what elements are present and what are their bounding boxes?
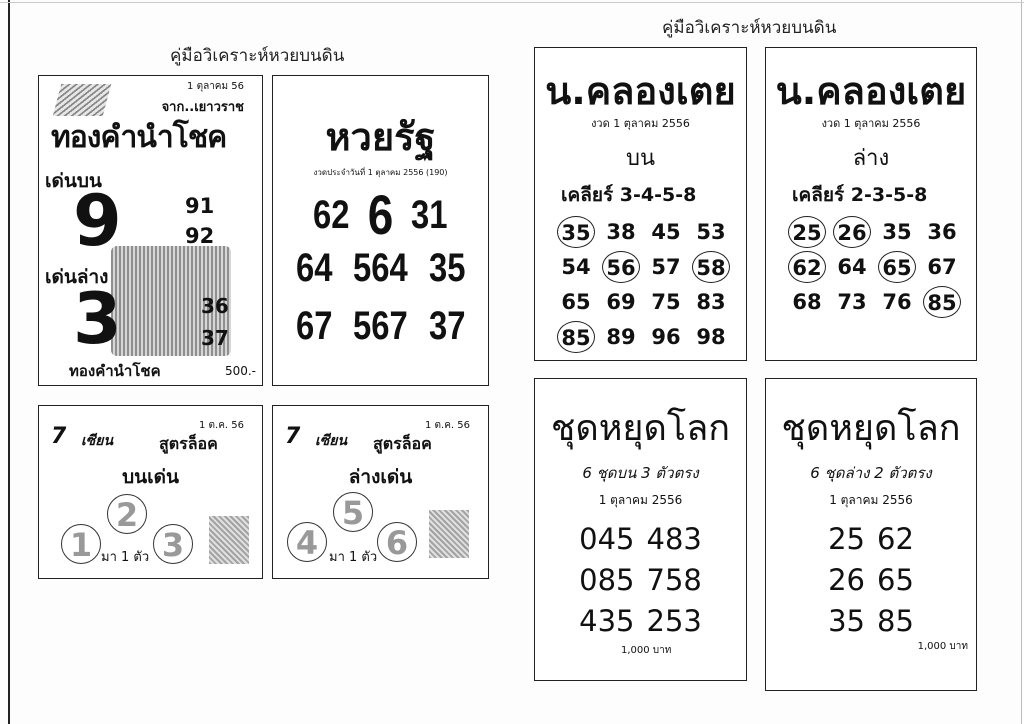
- yut-lok-top-card: [534, 378, 747, 681]
- number-cell: 045: [579, 522, 635, 556]
- card-title: ชุดหยุดโลก: [781, 408, 961, 449]
- page-header-left: คู่มือวิเคราะห์หวยบนดิน: [170, 46, 345, 66]
- number-cell: 35: [828, 604, 865, 638]
- number-cell: 53: [696, 220, 726, 244]
- bottom-digit: 3: [73, 278, 122, 360]
- book-illustration: [53, 84, 112, 116]
- yut-lok-bottom-card: [765, 378, 977, 691]
- logo-digit: 7: [285, 424, 301, 449]
- card-title: น.คลองเตย: [775, 69, 967, 113]
- bottom-label: เด่นล่าง: [45, 266, 109, 288]
- clear-digits: เคลียร์ 3-4-5-8: [561, 184, 697, 206]
- number-cell: 75: [651, 290, 681, 314]
- card-date: งวด 1 ตุลาคม 2556: [591, 117, 690, 130]
- number-cell: 85: [923, 286, 961, 318]
- fortune-teller-image: [429, 510, 469, 558]
- card-title: น.คลองเตย: [545, 69, 736, 113]
- number-row: [535, 519, 746, 560]
- number-row: [535, 560, 746, 601]
- number-cell: 38: [606, 220, 636, 244]
- number-cell: 6: [367, 183, 394, 246]
- card-subtitle: งวดประจำวันที่ 1 ตุลาคม 2556 (190): [313, 168, 448, 177]
- number-cell: 25: [828, 522, 865, 556]
- page-header-right: คู่มือวิเคราะห์หวยบนดิน: [662, 18, 837, 38]
- number-cell: 564: [353, 246, 408, 290]
- number-cell: 54: [561, 255, 591, 279]
- number-row: [766, 560, 976, 601]
- number-cell: 435: [579, 604, 635, 638]
- card-date: 1 ตุลาคม 56: [187, 81, 244, 92]
- number-cell: 83: [696, 290, 726, 314]
- top-digit: 9: [73, 180, 122, 262]
- card-title: ชุดหยุดโลก: [550, 408, 731, 449]
- top-pair: 91: [185, 194, 215, 218]
- formula-label: สูตรล็อค: [159, 434, 218, 453]
- card-date: งวด 1 ตุลาคม 2556: [821, 117, 921, 130]
- clear-digits: เคลียร์ 2-3-5-8: [792, 184, 928, 206]
- number-cell: 567: [353, 304, 408, 348]
- number-row: [273, 304, 488, 349]
- card-date: 1 ต.ค. 56: [199, 420, 244, 431]
- seven-sian-top-card: [38, 405, 263, 579]
- card-subtitle: 6 ชุดล่าง 2 ตัวตรง: [810, 464, 932, 482]
- logo-word: เซียน: [315, 433, 348, 449]
- number-cell: 36: [927, 220, 957, 244]
- number-row: [766, 519, 976, 560]
- number-cell: 67: [295, 304, 332, 348]
- number-cell: 62: [788, 251, 826, 283]
- position-label: บนเด่น: [122, 466, 179, 488]
- number-cell: 758: [646, 563, 702, 597]
- bottom-pair: 36: [201, 294, 229, 318]
- note-label: มา 1 ตัว: [101, 550, 150, 565]
- number-row: [535, 601, 746, 642]
- number-ball: 4: [287, 522, 327, 562]
- position-label: บน: [625, 146, 655, 171]
- number-cell: 98: [696, 325, 726, 349]
- number-row: [273, 182, 488, 247]
- number-cell: 69: [606, 290, 636, 314]
- position-label: ล่าง: [852, 146, 890, 171]
- number-cell: 64: [837, 255, 867, 279]
- number-cell: 56: [602, 251, 640, 283]
- number-cell: 65: [561, 290, 591, 314]
- seven-sian-bottom-card: [272, 405, 489, 579]
- number-cell: 35: [882, 220, 912, 244]
- card-title: ทองคำนำโชค: [51, 120, 227, 155]
- number-row: [766, 601, 976, 642]
- logo-digit: 7: [51, 424, 67, 449]
- number-cell: 73: [837, 290, 867, 314]
- number-cell: 68: [792, 290, 822, 314]
- number-ball: 6: [377, 522, 417, 562]
- top-pair: 92: [185, 224, 215, 248]
- number-cell: 62: [877, 522, 914, 556]
- khlong-toei-bottom-card: [765, 47, 977, 361]
- card-source: จาก..เยาวราช: [161, 100, 244, 115]
- number-cell: 31: [411, 193, 448, 237]
- bottom-pair: 37: [201, 326, 229, 350]
- fortune-teller-image: [209, 516, 249, 564]
- number-list: [535, 519, 746, 642]
- number-cell: 65: [877, 563, 914, 597]
- formula-label: สูตรล็อค: [373, 434, 432, 453]
- number-cell: 253: [646, 604, 702, 638]
- khlong-toei-top-card: [534, 47, 747, 361]
- number-cell: 37: [429, 304, 466, 348]
- top-label: เด่นบน: [45, 170, 102, 192]
- page-edge: [1021, 0, 1022, 724]
- number-ball: 1: [61, 524, 101, 564]
- card-price: 500.-: [224, 364, 256, 378]
- number-cell: 57: [651, 255, 681, 279]
- card-date: 1 ตุลาคม 2556: [598, 493, 683, 507]
- number-ball: 5: [333, 492, 373, 532]
- number-cell: 76: [882, 290, 912, 314]
- card-date: 1 ต.ค. 56: [425, 420, 470, 431]
- number-cell: 85: [557, 321, 595, 353]
- note-label: มา 1 ตัว: [329, 550, 378, 565]
- number-ball: 3: [153, 524, 193, 564]
- logo-word: เซียน: [81, 433, 114, 449]
- number-cell: 35: [557, 216, 595, 248]
- page-edge: [8, 0, 10, 724]
- card-subtitle: 6 ชุดบน 3 ตัวตรง: [582, 464, 699, 482]
- page-edge: [0, 2, 1024, 3]
- number-cell: 96: [651, 325, 681, 349]
- number-cell: 483: [646, 522, 702, 556]
- card-date: 1 ตุลาคม 2556: [829, 493, 913, 507]
- number-cell: 35: [429, 246, 466, 290]
- position-label: ล่างเด่น: [348, 466, 413, 488]
- card-price: 1,000 บาท: [917, 641, 968, 652]
- thong-kham-card: [38, 75, 263, 386]
- card-title: หวยรัฐ: [325, 115, 436, 159]
- number-cell: 64: [295, 246, 332, 290]
- number-row: [273, 246, 488, 291]
- number-cell: 85: [877, 604, 914, 638]
- number-cell: 26: [833, 216, 871, 248]
- card-price: 1,000 บาท: [621, 645, 672, 656]
- huay-rat-card: [272, 75, 489, 386]
- number-ball: 2: [107, 494, 147, 534]
- number-list: [766, 519, 976, 642]
- number-cell: 25: [788, 216, 826, 248]
- number-cell: 26: [828, 563, 865, 597]
- number-cell: 67: [927, 255, 957, 279]
- number-cell: 65: [878, 251, 916, 283]
- card-footer: ทองคำนำโชค: [69, 362, 161, 380]
- number-cell: 89: [606, 325, 636, 349]
- number-cell: 62: [313, 193, 350, 237]
- number-cell: 45: [651, 220, 681, 244]
- number-cell: 085: [579, 563, 635, 597]
- number-cell: 58: [692, 251, 730, 283]
